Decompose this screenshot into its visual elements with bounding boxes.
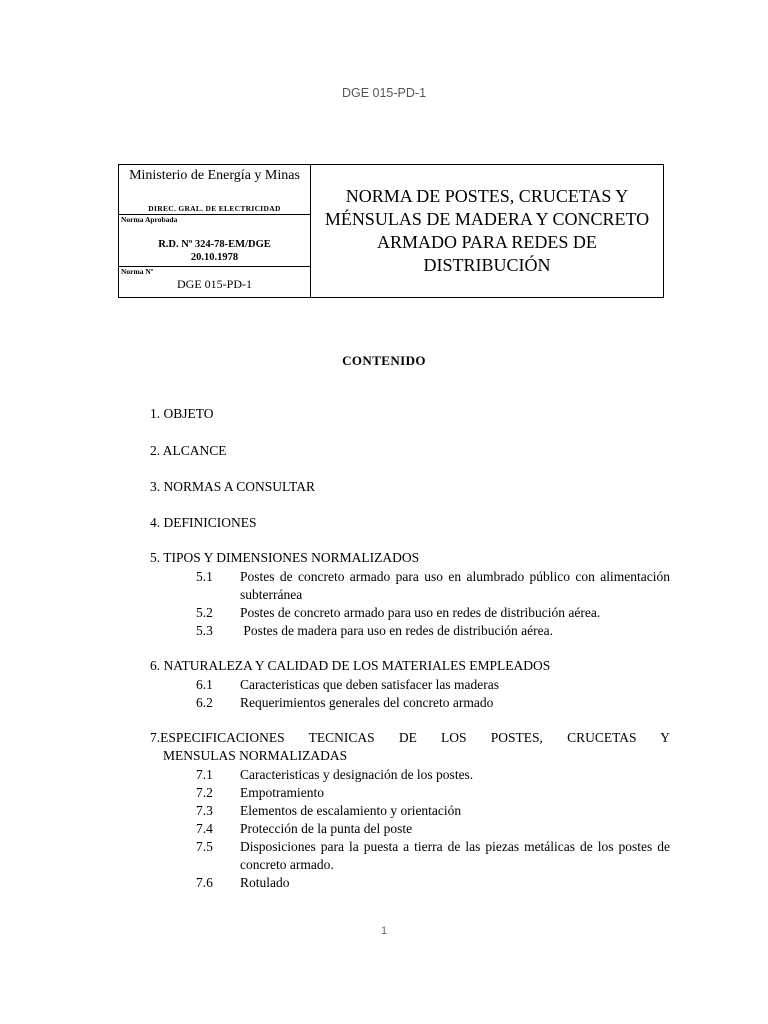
toc-subsection-5-3 [196, 622, 670, 640]
toc-section-7: 7.ESPECIFICACIONES TECNICAS DE LOS POSTES, CRUCETAS Y [150, 730, 670, 745]
toc-subsection-6-1 [196, 676, 670, 694]
toc-subsection-number: 7.5 [196, 839, 213, 854]
toc-subsection-number: 5.1 [196, 569, 213, 584]
page-number: 1 [380, 925, 388, 937]
approved-value [119, 238, 310, 264]
toc-subsection-text: Empotramiento [240, 785, 324, 800]
toc-subsection-7-6 [196, 874, 670, 892]
toc-subsection-text: Elementos de escalamiento y orientación [240, 803, 462, 818]
toc-section-5: 5. TIPOS Y DIMENSIONES NORMALIZADOS [150, 550, 420, 565]
toc-subsection-7-3 [196, 802, 670, 820]
document-title: NORMA DE POSTES, CRUCETAS Y MÉNSULAS DE MADERA Y CONCRETO ARMADO PARA REDES DE DISTRIBUCIÓN [324, 186, 650, 275]
toc-subsection-text: Protección de la punta del poste [240, 821, 413, 836]
norma-value: DGE 015-PD-1 [177, 277, 252, 291]
toc-subsection-text: Caracteristicas que deben satisfacer las maderas [240, 677, 499, 692]
direction-name: DIREC. GRAL. DE ELECTRICIDAD [148, 204, 281, 213]
toc-section-6: 6. NATURALEZA Y CALIDAD DE LOS MATERIALES EMPLEADOS [150, 658, 551, 673]
toc-subsection-text: Postes de concreto armado para uso en alumbrado público con alimentación subterránea [240, 569, 670, 602]
approved-rd: R.D. Nº 324-78-EM/DGE [158, 239, 271, 250]
approved-label: Norma Aprobada [121, 215, 178, 224]
toc-subsection-text: Requerimientos generales del concreto armado [240, 695, 494, 710]
toc-section-3: 3. NORMAS A CONSULTAR [150, 479, 315, 494]
toc-subsection-number: 7.1 [196, 767, 213, 782]
toc-section-4: 4. DEFINICIONES [150, 515, 257, 530]
toc-subsection-number: 7.4 [196, 821, 213, 836]
title-block-left-column [119, 165, 311, 297]
title-block-table [118, 164, 664, 298]
toc-section-7-continued: MENSULAS NORMALIZADAS [163, 748, 348, 763]
toc-subsection-number: 7.2 [196, 785, 213, 800]
document-code-header: DGE 015-PD-1 [341, 86, 427, 100]
toc-subsection-text: Postes de concreto armado para uso en redes de distribución aérea. [240, 605, 601, 620]
toc-subsection-number: 7.6 [196, 875, 213, 890]
toc-subsection-number: 6.1 [196, 677, 213, 692]
approved-date: 20.10.1978 [190, 252, 239, 263]
toc-subsection-number: 7.3 [196, 803, 213, 818]
toc-subsection-text: Caracteristicas y designación de los postes. [240, 767, 474, 782]
toc-subsection-text: Rotulado [240, 875, 290, 890]
norma-label: Norma Nº [121, 267, 154, 276]
toc-section-1: 1. OBJETO [150, 406, 214, 421]
toc-subsection-text: Disposiciones para la puesta a tierra de las piezas metálicas de los postes de concreto armado. [240, 839, 670, 872]
toc-subsection-6-2 [196, 694, 670, 712]
toc-subsection-5-2 [196, 604, 670, 622]
toc-subsection-number: 6.2 [196, 695, 213, 710]
norma-cell [119, 267, 310, 297]
contents-heading: CONTENIDO [342, 353, 426, 368]
toc-subsection-text: Postes de madera para uso en redes de distribución aérea. [240, 623, 554, 638]
toc-subsection-number: 5.2 [196, 605, 213, 620]
ministry-name: Ministerio de Energía y Minas [129, 168, 300, 183]
toc-subsection-number: 5.3 [196, 623, 213, 638]
toc-subsection-7-1 [196, 766, 670, 784]
toc-subsection-5-1 [196, 568, 670, 604]
toc-subsection-7-2 [196, 784, 670, 802]
toc-subsection-7-4 [196, 820, 670, 838]
approved-cell [119, 215, 310, 267]
ministry-cell [119, 165, 310, 215]
toc-subsection-7-5 [196, 838, 670, 874]
toc-section-2: 2. ALCANCE [150, 443, 227, 458]
